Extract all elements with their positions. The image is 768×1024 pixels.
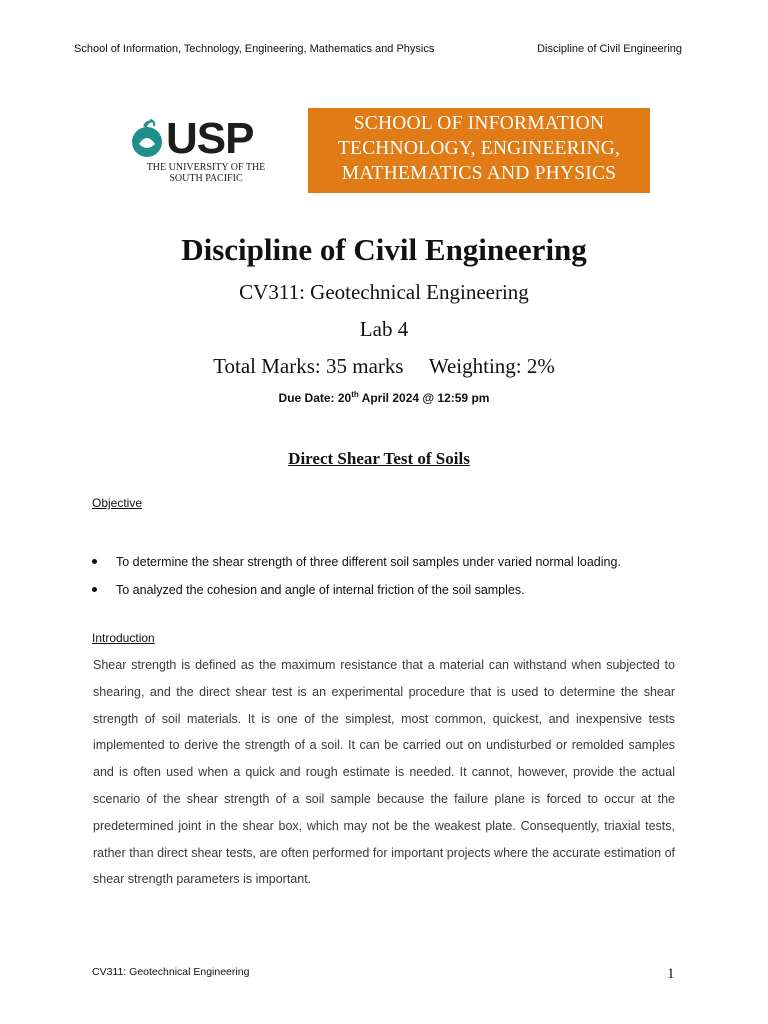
total-marks: Total Marks: 35 marks [213,354,404,378]
school-banner [308,108,650,193]
school-banner-line2: TECHNOLOGY, ENGINEERING, [337,138,621,159]
introduction-heading: Introduction [92,631,155,645]
list-item: To determine the shear strength of three different soil samples under varied normal loading. [92,548,692,576]
objective-list [92,548,692,604]
footer-course: CV311: Geotechnical Engineering [92,966,250,978]
logo-subtitle-line1: THE UNIVERSITY OF THE [146,162,266,173]
logo-subtitle [130,162,282,184]
logo-subtitle-line2: SOUTH PACIFIC [169,173,243,184]
course-title: CV311: Geotechnical Engineering [239,280,529,304]
school-banner-line1: SCHOOL OF INFORMATION [353,113,605,134]
header-school-name: School of Information, Technology, Engineering, Mathematics and Physics [74,43,435,55]
school-banner-line3: MATHEMATICS AND PHYSICS [341,163,617,184]
due-date [0,390,768,405]
usp-logo [130,116,282,192]
due-date-prefix: Due Date: 20 [278,391,352,405]
introduction-body: Shear strength is defined as the maximum resistance that a material can withstand when subjected to shearing, and the direct shear test is an experimental procedure that is used to determine the shear strength of soil materials. It is one of the simplest, most common, quickest, and inexpensive tests implemented to derive the strength of a soil. It can be carried out on undisturbed or remolded samples and is often used when a quick and rough estimate is needed. It cannot, however, provide the actual scenario of the shear strength of a soil sample because the failure plane is forced to occur at the predetermined joint in the shear box, which may not be the weakest plate. Consequently, triaxial tests, rather than direct shear tests, are often performed for important projects where the accurate estimation of shear strength parameters is important. [93,658,675,887]
document-title: Discipline of Civil Engineering [181,232,587,267]
usp-emblem-icon [130,116,164,162]
marks-line [0,354,768,379]
list-item: To analyzed the cohesion and angle of internal friction of the soil samples. [92,576,692,604]
objective-heading: Objective [92,496,143,510]
due-date-superscript: th [351,390,359,399]
section-title: Direct Shear Test of Soils [288,449,470,468]
due-date-suffix: April 2024 @ 12:59 pm [358,391,490,405]
lab-number: Lab 4 [359,317,409,341]
weighting: Weighting: 2% [428,354,555,378]
header-discipline: Discipline of Civil Engineering [537,43,682,55]
logo-wordmark: USP [166,114,254,163]
page-number: 1 [667,966,675,982]
